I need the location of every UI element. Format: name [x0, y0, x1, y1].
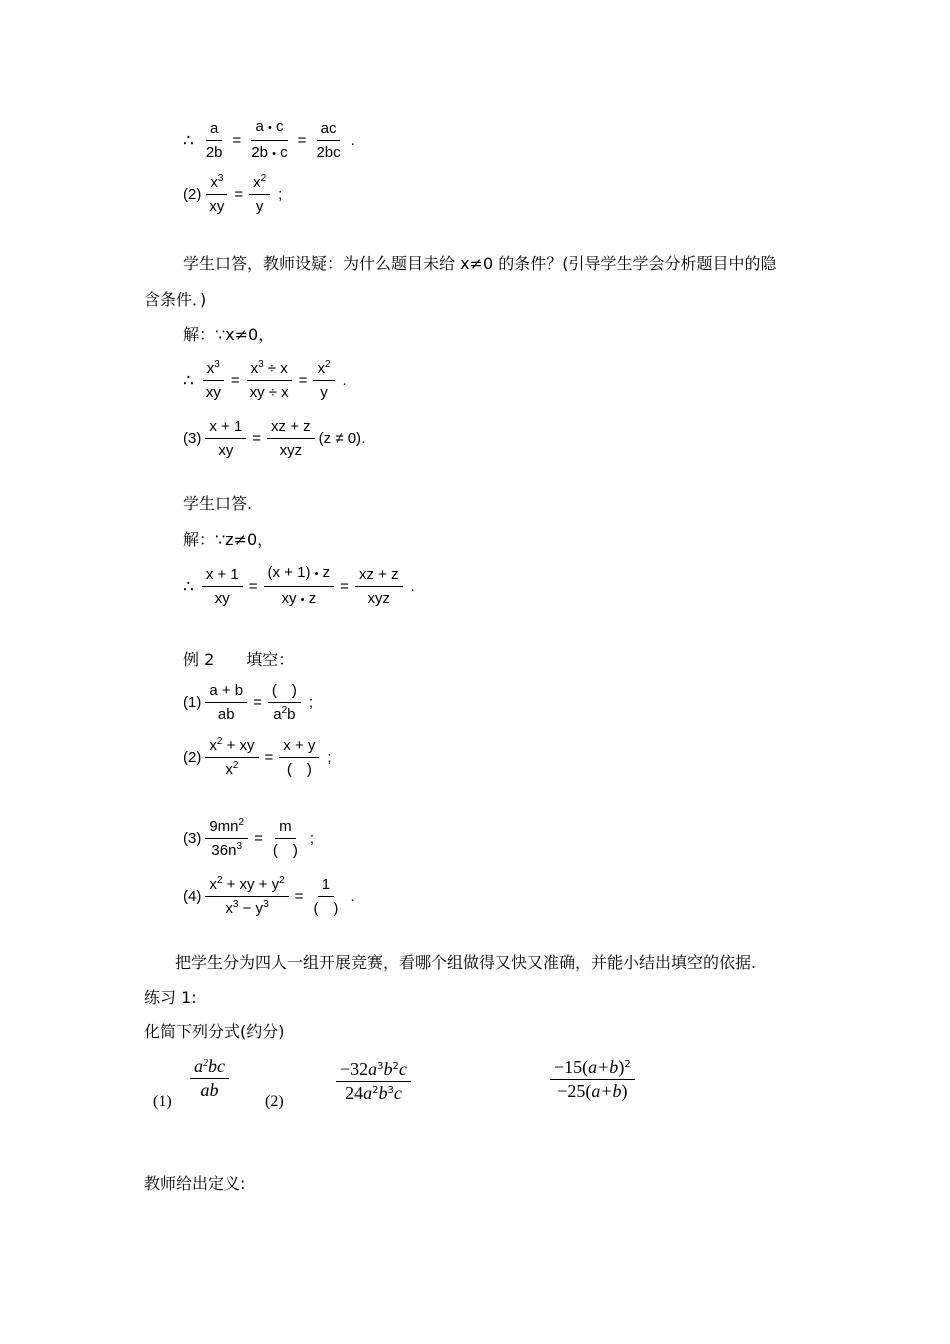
- solution-label: 解：∵z≠0，: [183, 530, 274, 549]
- fraction: $\frac{ac}{2bc}$: [316, 120, 341, 161]
- fraction: $\frac{xz + z}{\text{xyz}}$: [355, 566, 403, 607]
- fraction: $\frac{9mn^2}{36n^3}$: [205, 818, 248, 859]
- fraction-blank: $\frac{m}{( )}$: [272, 818, 298, 859]
- fraction-blank: $\frac{x + y}{( )}$: [279, 737, 319, 778]
- fraction: $\frac{a + b}{ab}$: [205, 682, 247, 723]
- fraction: $\frac{x^2 + xy}{x^2}$: [205, 737, 258, 778]
- practice-label-1: (1): [153, 1093, 172, 1110]
- equation-reduce-x: ∴ $\frac{x^3}{xy}$ = $\frac{x^3 \div x}{xy \div x}$ = $\frac{x^2}{y}$ .: [183, 359, 347, 401]
- equation-scale-z: ∴ $\frac{x + 1}{xy}$ = $\frac{(x + 1) • z}{xy • z}$ = $\frac{xz + z}{\text{xyz}}$ .: [183, 564, 415, 607]
- fraction: $\frac{a • c}{2b • c}$: [251, 118, 288, 161]
- fraction-blank: $\frac{1}{( )}$: [313, 876, 339, 917]
- teacher-definition: 教师给出定义:: [144, 1174, 246, 1193]
- fraction: $\frac{x + 1}{xy}$: [205, 418, 246, 459]
- equation-part-2: (2) $\frac{x^3}{xy}$ = $\frac{x^2}{y}$ ;: [183, 173, 283, 215]
- fraction-blank: $\frac{( )}{a^2b}$: [268, 682, 301, 723]
- equation-part-3: (3) $\frac{x + 1}{xy}$ = $\frac{xz + z}{\text{xyz}}$ (z ≠ 0) .: [183, 418, 366, 459]
- exercise-1: (1) $\frac{a + b}{ab}$ = $\frac{( )}{a^2b}$ ;: [183, 682, 314, 723]
- paragraph: 把学生分为四人一组开展竞赛，看哪个组做得又快又准确，并能小结出填空的依据.: [175, 953, 757, 972]
- paragraph-line: 含条件．): [144, 290, 207, 309]
- item-label: (1): [183, 694, 202, 711]
- item-label: (3): [183, 430, 202, 447]
- fraction: $\frac{a}{2b}$: [205, 120, 223, 161]
- exercise-4: (4) $\frac{x^2 + xy + y^2}{x^3 - y^3}$ = $\frac{1}{( )}$ .: [183, 875, 355, 917]
- item-label: (3): [183, 830, 202, 847]
- fraction: $\frac{x^3 \div x}{xy \div x}$: [246, 360, 293, 401]
- practice-label-2: (2): [265, 1093, 284, 1110]
- fraction: $\frac{x^3}{xy}$: [202, 360, 225, 401]
- equation-scale-ab: ∴ $\frac{a}{2b}$ = $\frac{a • c}{2b • c}$ = $\frac{ac}{2bc}$ .: [183, 118, 355, 161]
- fraction: $\frac{x^2}{y}$: [313, 360, 334, 401]
- solution-label: 解：∵x≠0，: [183, 325, 275, 344]
- item-label: (2): [183, 749, 202, 766]
- example-heading: 例 2 填空：: [183, 650, 295, 669]
- exercise-3: (3) $\frac{9mn^2}{36n^3}$ = $\frac{m}{( )}$ ;: [183, 817, 315, 859]
- practice-fraction-1: $\frac{a^2bc}{ab}$: [186, 1058, 233, 1099]
- student-answer: 学生口答.: [183, 494, 253, 513]
- exercise-2: (2) $\frac{x^2 + xy}{x^2}$ = $\frac{x + y}{( )}$ ;: [183, 736, 332, 778]
- therefore-symbol: ∴: [183, 130, 194, 150]
- practice-instruction: 化简下列分式(约分): [144, 1022, 285, 1041]
- paragraph-line: 学生口答，教师设疑：为什么题目未给 x≠0 的条件？(引导学生学会分析题目中的隐: [183, 254, 777, 273]
- practice-title: 练习 1:: [144, 988, 197, 1007]
- fraction: $\frac{x^3}{xy}$: [205, 174, 228, 215]
- practice-fraction-2: $\frac{-32a^3b^2c}{24a^2b^3c}$: [332, 1061, 415, 1102]
- fraction: $\frac{x^2}{y}$: [249, 174, 270, 215]
- fraction: $\frac{x^2 + xy + y^2}{x^3 - y^3}$: [205, 876, 288, 917]
- fraction: $\frac{(x + 1) • z}{xy • z}$: [264, 564, 335, 609]
- fraction: $\frac{xz + z}{\text{xyz}}$: [267, 418, 315, 459]
- fraction: $\frac{x + 1}{xy}$: [202, 566, 243, 607]
- item-label: (2): [183, 186, 202, 203]
- item-label: (4): [183, 888, 202, 905]
- practice-fraction-3: $\frac{-15(a+b)^2}{-25(a+b)}$: [546, 1059, 639, 1100]
- condition: (z ≠ 0): [318, 430, 362, 447]
